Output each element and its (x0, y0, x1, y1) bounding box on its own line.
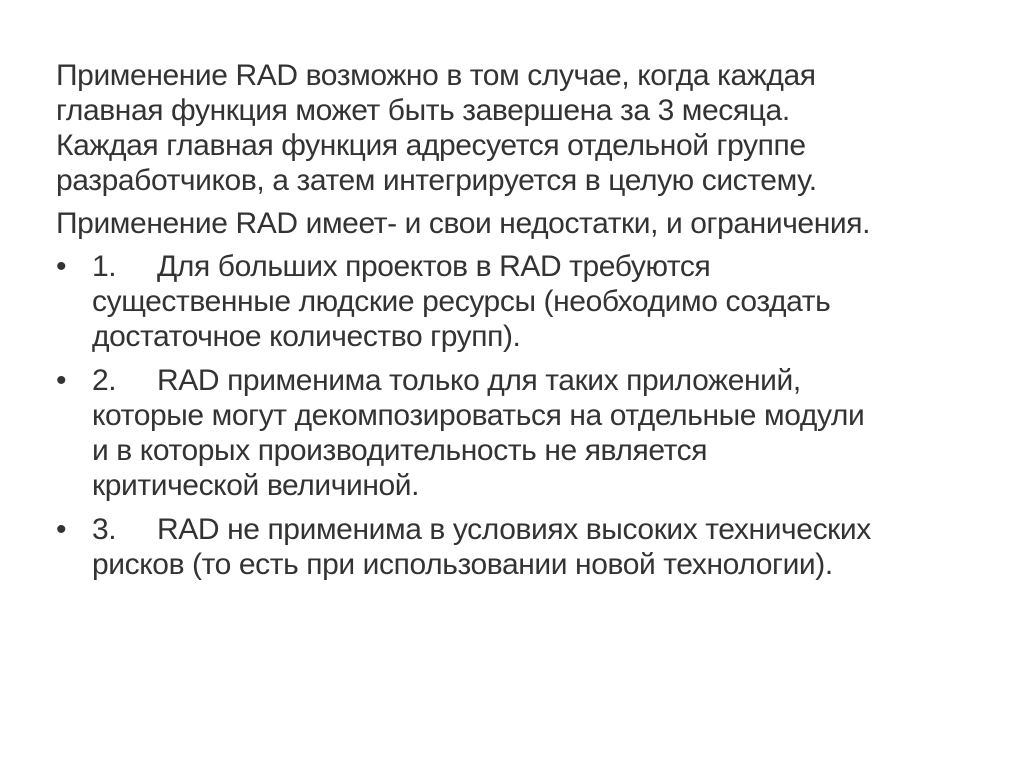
list-item (56, 363, 976, 503)
item-number: 1. (92, 250, 117, 283)
list-item-body (92, 363, 976, 503)
list-item-line: и в которых производительность не является (92, 434, 708, 467)
intro-line: Применение RAD возможно в том случае, когда каждая (56, 59, 816, 92)
lead-paragraph (56, 206, 976, 241)
intro-line: Каждая главная функция адресуется отдельной группе (56, 129, 806, 162)
list-item (56, 249, 976, 354)
list-item-body (92, 512, 976, 582)
list-item-line: которые могут декомпозироваться на отдельные модули (92, 399, 865, 432)
item-text: Для больших проектов в RAD требуются (157, 250, 711, 283)
list-item-line: достаточное количество групп). (92, 320, 521, 353)
item-text: RAD не применима в условиях высоких технических (157, 513, 871, 546)
item-number: 2. (92, 364, 117, 397)
list-item (56, 512, 976, 582)
intro-line: главная функция может быть завершена за 3 месяца. (56, 94, 790, 127)
bullet-icon: • (56, 513, 67, 546)
intro-paragraph (56, 58, 976, 198)
bullet-icon: • (56, 250, 67, 283)
slide-content (56, 58, 976, 591)
limitations-list (56, 249, 976, 582)
list-item-line (92, 249, 976, 284)
bullet-icon: • (56, 364, 67, 397)
list-item-line (92, 363, 976, 398)
list-item-line: существенные людские ресурсы (необходимо создать (92, 285, 831, 318)
item-number: 3. (92, 513, 117, 546)
list-item-line: критической величиной. (92, 469, 420, 502)
item-text: RAD применима только для таких приложений, (157, 364, 801, 397)
intro-line: разработчиков, а затем интегрируется в целую систему. (56, 164, 817, 197)
list-item-line: рисков (то есть при использовании новой технологии). (92, 548, 833, 581)
list-item-line (92, 512, 976, 547)
lead-text: Применение RAD имеет- и свои недостатки, и ограничения. (56, 207, 871, 240)
list-item-body (92, 249, 976, 354)
